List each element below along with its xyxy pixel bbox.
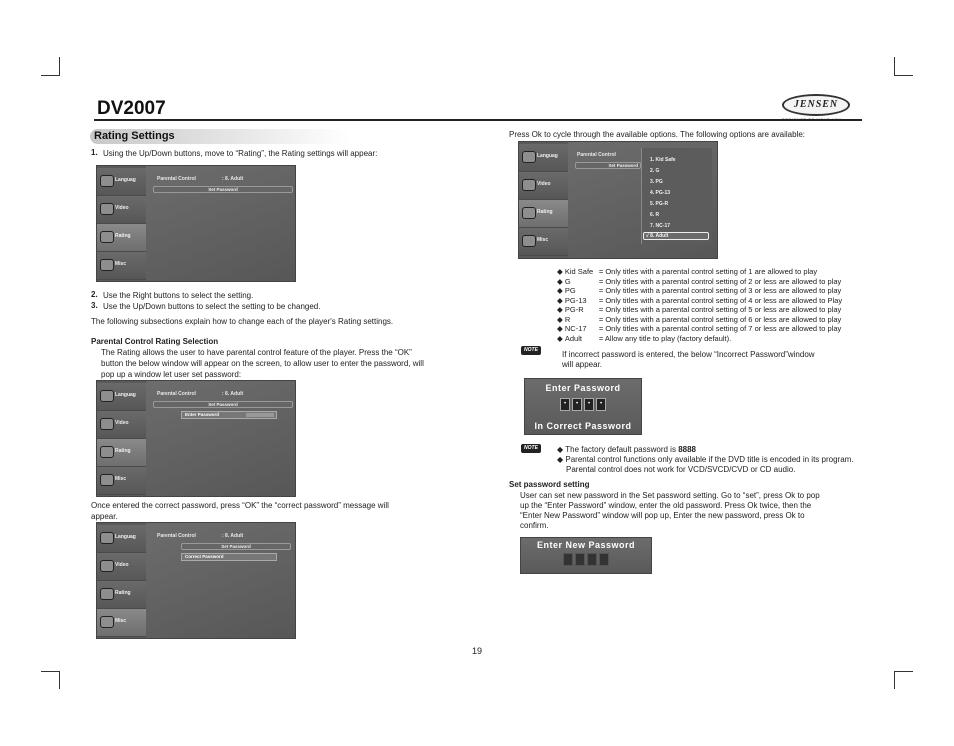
osd-menu-video bbox=[519, 172, 568, 200]
language-icon bbox=[100, 175, 114, 187]
misc-icon bbox=[100, 259, 114, 271]
lock-icon bbox=[522, 207, 536, 219]
incorrect-password-message: In Correct Password bbox=[534, 421, 632, 431]
password-digit-box bbox=[563, 553, 573, 566]
rating-option-key: Adult bbox=[564, 334, 582, 343]
misc-icon bbox=[100, 616, 114, 628]
language-icon bbox=[522, 151, 536, 163]
step-text: Using the Up/Down buttons, move to “Rating”, the Rating settings will appear: bbox=[103, 149, 378, 158]
step-number: 3. bbox=[91, 301, 98, 310]
rating-option-key: PG-R bbox=[564, 305, 584, 314]
rating-option-desc: = Only titles with a parental control setting of 7 or less are allowed to play bbox=[598, 324, 842, 333]
video-icon bbox=[100, 560, 114, 572]
language-icon bbox=[100, 390, 114, 402]
paragraph-line: appear. bbox=[91, 512, 118, 521]
osd-menu-label: Rating bbox=[115, 590, 131, 596]
osd-set-password: Set Password bbox=[153, 401, 293, 408]
osd-menu-label: Video bbox=[537, 181, 551, 187]
osd-menu-misc bbox=[97, 467, 146, 495]
osd-menu-label: Misc bbox=[115, 618, 127, 624]
osd-menu-rating bbox=[97, 439, 146, 467]
osd-menu-label: Languag bbox=[115, 392, 136, 398]
note-line: will appear. bbox=[562, 360, 603, 369]
osd-menu-video bbox=[97, 411, 146, 439]
osd-menu-label: Video bbox=[115, 562, 129, 568]
crop-mark bbox=[894, 671, 895, 689]
osd-password-boxes bbox=[246, 413, 274, 417]
paragraph-line: Once entered the correct password, press “OK” the “correct password” message will bbox=[91, 501, 389, 510]
osd-menu-label: Rating bbox=[115, 448, 131, 454]
osd-set-password: Set Password bbox=[575, 162, 641, 169]
osd-menu-language bbox=[97, 168, 146, 196]
osd-enter-password-dialog bbox=[181, 411, 277, 419]
note-icon: NOTE bbox=[521, 346, 541, 355]
rating-option-key: PG-13 bbox=[564, 296, 587, 305]
video-icon bbox=[100, 203, 114, 215]
password-digit-box bbox=[599, 553, 609, 566]
misc-icon bbox=[522, 235, 536, 247]
subsection-heading: Parental Control Rating Selection bbox=[91, 337, 219, 346]
password-digit-box: • bbox=[596, 398, 606, 411]
paragraph-line: pop up a window let user set password: bbox=[101, 370, 242, 379]
brand-logo: JENSEN bbox=[782, 94, 850, 116]
osd-menu-label: Video bbox=[115, 420, 129, 426]
osd-screen-enter-password bbox=[96, 380, 296, 497]
section-title: Rating Settings bbox=[94, 130, 175, 142]
video-icon bbox=[522, 179, 536, 191]
note-icon: NOTE bbox=[521, 444, 541, 453]
osd-dialog-label: Enter Password bbox=[185, 412, 220, 417]
page-title: DV2007 bbox=[97, 98, 166, 119]
rating-option-key: R bbox=[564, 315, 571, 324]
password-digit-box bbox=[575, 553, 585, 566]
osd-rating-option: 5. PG-R bbox=[650, 201, 669, 207]
osd-menu-label: Rating bbox=[537, 209, 553, 215]
osd-set-password: Set Password bbox=[153, 186, 293, 193]
note-bullet: ◆ The factory default password is 8888 bbox=[557, 445, 696, 454]
rating-option-item: ◆ Adult = Allow any title to play (factory default). bbox=[557, 334, 732, 343]
osd-screen-rating-list bbox=[518, 141, 718, 259]
rating-option-item: ◆ PG = Only titles with a parental control setting of 3 or less are allowed to play bbox=[557, 286, 842, 295]
note-line: If incorrect password is entered, the below “Incorrect Password”window bbox=[562, 350, 815, 359]
paragraph-line: confirm. bbox=[520, 521, 549, 530]
osd-menu-rating bbox=[97, 224, 146, 252]
lock-icon bbox=[100, 446, 114, 458]
osd-menu-rating bbox=[97, 581, 146, 609]
crop-mark bbox=[894, 75, 913, 76]
osd-menu-video bbox=[97, 196, 146, 224]
crop-mark bbox=[41, 671, 60, 672]
crop-mark bbox=[59, 57, 60, 75]
step-text: Use the Up/Down buttons to select the setting to be changed. bbox=[103, 302, 321, 311]
osd-menu-language bbox=[97, 525, 146, 553]
paragraph-line: The Rating allows the user to have parental control feature of the player. Press the “OK” bbox=[101, 348, 412, 357]
default-password-code: 8888 bbox=[678, 445, 696, 454]
section-heading bbox=[90, 129, 350, 144]
osd-rating-list bbox=[641, 148, 712, 244]
osd-rating-option: 4. PG-13 bbox=[650, 190, 671, 196]
subsection-heading: Set password setting bbox=[509, 480, 590, 489]
osd-menu-rating bbox=[519, 200, 568, 228]
osd-sidebar bbox=[519, 142, 568, 258]
osd-menu-label: Languag bbox=[115, 534, 136, 540]
crop-mark bbox=[41, 75, 60, 76]
crop-mark bbox=[894, 57, 895, 75]
osd-parental-label: Parental Control bbox=[157, 176, 196, 182]
osd-correct-password-dialog: Correct Password bbox=[181, 553, 277, 561]
lock-icon bbox=[100, 231, 114, 243]
step-text: Use the Right buttons to select the setting. bbox=[103, 291, 254, 300]
rating-option-item: ◆ PG-13 = Only titles with a parental control setting of 4 or less are allowed to Play bbox=[557, 296, 843, 305]
osd-menu-label: Misc bbox=[537, 237, 549, 243]
osd-rating-option: 1. Kid Safe bbox=[650, 157, 676, 163]
rating-option-item: ◆ G = Only titles with a parental control setting of 2 or less are allowed to play bbox=[557, 277, 842, 286]
paragraph-line: “Enter New Password” window will pop up, Enter the new password, press Ok to bbox=[520, 511, 805, 520]
osd-sidebar bbox=[97, 166, 146, 281]
osd-menu-label: Misc bbox=[115, 261, 127, 267]
osd-sidebar bbox=[97, 381, 146, 496]
osd-sidebar bbox=[97, 523, 146, 638]
osd-parental-label: Parental Control bbox=[157, 391, 196, 397]
step-number: 2. bbox=[91, 290, 98, 299]
rating-option-item: ◆ Kid Safe = Only titles with a parental control setting of 1 are allowed to play bbox=[557, 267, 818, 276]
crop-mark bbox=[894, 671, 913, 672]
osd-menu-video bbox=[97, 553, 146, 581]
rating-option-item: ◆ NC-17 = Only titles with a parental control setting of 7 or less are allowed to play bbox=[557, 324, 842, 333]
rating-option-item: ◆ R = Only titles with a parental control setting of 6 or less are allowed to play bbox=[557, 315, 842, 324]
osd-parental-label: Parental Control bbox=[577, 152, 616, 158]
rating-option-desc: = Only titles with a parental control setting of 1 are allowed to play bbox=[598, 267, 818, 276]
osd-menu-language bbox=[519, 144, 568, 172]
osd-parental-label: Parental Control bbox=[157, 533, 196, 539]
note-default-password-text: The factory default password is bbox=[565, 445, 676, 454]
osd-menu-misc bbox=[519, 228, 568, 256]
rating-option-key: PG bbox=[564, 286, 576, 295]
paragraph-line: up the “Enter Password” window, enter the old password. Press Ok twice, then the bbox=[520, 501, 812, 510]
misc-icon bbox=[100, 474, 114, 486]
osd-menu-language bbox=[97, 383, 146, 411]
header-rule bbox=[94, 119, 862, 121]
note-bullet: ◆ Parental control functions only available if the DVD title is encoded in its program. bbox=[557, 455, 854, 464]
osd-menu-label: Video bbox=[115, 205, 129, 211]
osd-parental-value: : 8. Adult bbox=[222, 533, 244, 539]
incorrect-window-title: Enter Password bbox=[545, 383, 621, 393]
rating-option-desc: = Only titles with a parental control setting of 4 or less are allowed to Play bbox=[598, 296, 843, 305]
osd-rating-option: 7. NC-17 bbox=[650, 223, 671, 229]
osd-menu-misc bbox=[97, 609, 146, 637]
language-icon bbox=[100, 532, 114, 544]
password-digit-box: • bbox=[560, 398, 570, 411]
lock-icon bbox=[100, 588, 114, 600]
note-line: Parental control does not work for VCD/SVCD/CVD or CD audio. bbox=[566, 465, 796, 474]
rating-option-item: ◆ PG-R = Only titles with a parental control setting of 5 or less are allowed to play bbox=[557, 305, 842, 314]
osd-parental-value: : 8. Adult bbox=[222, 176, 244, 182]
osd-rating-option-selected: √ 8. Adult bbox=[646, 233, 669, 239]
osd-screen-correct-password bbox=[96, 522, 296, 639]
rating-option-desc: = Only titles with a parental control setting of 6 or less are allowed to play bbox=[598, 315, 842, 324]
rating-option-desc: = Only titles with a parental control setting of 5 or less are allowed to play bbox=[598, 305, 842, 314]
new-password-window bbox=[520, 537, 652, 574]
rating-option-desc: = Only titles with a parental control setting of 3 or less are allowed to play bbox=[598, 286, 842, 295]
osd-menu-label: Languag bbox=[115, 177, 136, 183]
osd-screen-rating bbox=[96, 165, 296, 282]
password-digit-box: • bbox=[584, 398, 594, 411]
osd-menu-label: Languag bbox=[537, 153, 558, 159]
step-number: 1. bbox=[91, 148, 98, 157]
osd-rating-option: 6. R bbox=[650, 212, 660, 218]
osd-menu-label: Misc bbox=[115, 476, 127, 482]
paragraph-line: button the below window will appear on the screen, to allow user to enter the password, will bbox=[101, 359, 424, 368]
rating-option-key: Kid Safe bbox=[564, 267, 594, 276]
rating-option-key: G bbox=[564, 277, 571, 286]
osd-menu-misc bbox=[97, 252, 146, 280]
video-icon bbox=[100, 418, 114, 430]
page-number: 19 bbox=[472, 646, 483, 656]
password-digit-box bbox=[587, 553, 597, 566]
new-password-title: Enter New Password bbox=[536, 540, 636, 550]
paragraph-line: User can set new password in the Set password setting. Go to “set”, press Ok to pop bbox=[520, 491, 820, 500]
incorrect-password-window bbox=[524, 378, 642, 435]
crop-mark bbox=[59, 671, 60, 689]
note-line: Parental control functions only available if the DVD title is encoded in its program. bbox=[565, 455, 854, 464]
osd-menu-label: Rating bbox=[115, 233, 131, 239]
subsections-intro: The following subsections explain how to change each of the player's Rating settings. bbox=[91, 317, 394, 326]
osd-rating-option: 2. G bbox=[650, 168, 660, 174]
osd-parental-value: : 8. Adult bbox=[222, 391, 244, 397]
rating-option-desc: = Allow any title to play (factory default). bbox=[598, 334, 732, 343]
osd-set-password: Set Password bbox=[181, 543, 291, 550]
options-intro: Press Ok to cycle through the available options. The following options are available: bbox=[509, 130, 806, 139]
rating-option-desc: = Only titles with a parental control setting of 2 or less are allowed to play bbox=[598, 277, 842, 286]
rating-option-key: NC-17 bbox=[564, 324, 587, 333]
password-digit-box: • bbox=[572, 398, 582, 411]
osd-rating-option: 3. PG bbox=[650, 179, 663, 185]
